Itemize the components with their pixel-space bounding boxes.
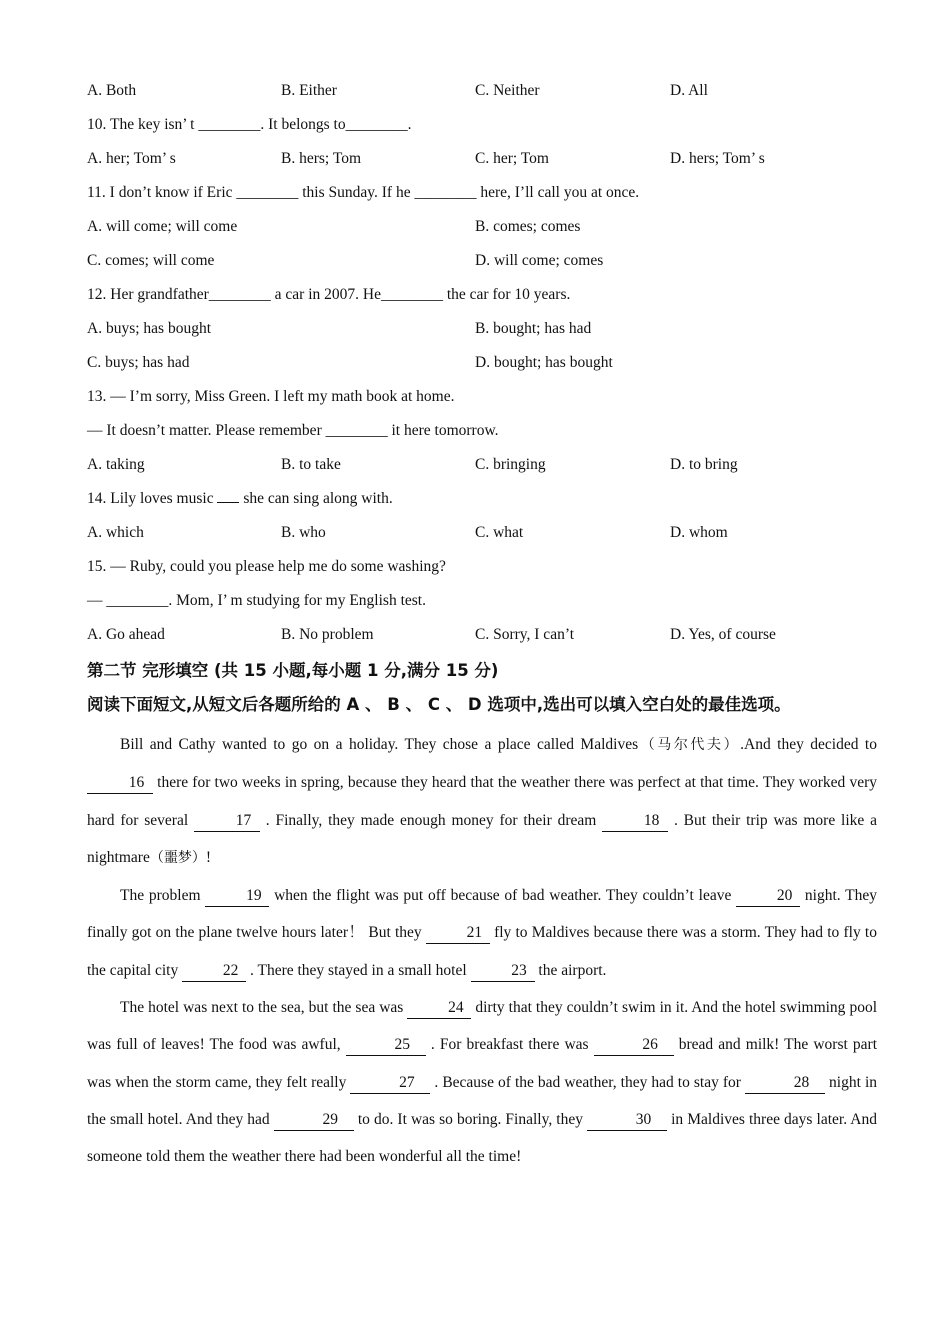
q14-options	[87, 520, 877, 554]
q14-option-d[interactable]: D. whom	[670, 524, 728, 541]
q12-option-c[interactable]: C. buys; has had	[87, 354, 190, 371]
blank-24[interactable]: 24	[407, 998, 471, 1019]
q9-option-d[interactable]: D. All	[670, 82, 708, 99]
p1-text-e: . But their trip was more like a nightmare	[87, 811, 877, 866]
blank-16[interactable]: 16	[87, 773, 153, 794]
p1-cn-gloss-2: （噩梦）	[149, 849, 206, 866]
p2-text-f: the airport.	[534, 961, 607, 979]
blank-22[interactable]: 22	[182, 961, 246, 982]
p1-text-b: .And they decided to	[740, 736, 877, 753]
q13-stem: 13. — I’m sorry, Miss Green. I left my math book at home.	[87, 388, 455, 405]
q14-option-a[interactable]: A. which	[87, 524, 144, 541]
p3-text-a: The hotel was next to the sea, but the sea was	[120, 999, 408, 1017]
exam-page	[87, 78, 877, 1176]
q11-option-d[interactable]: D. will come; comes	[475, 252, 604, 269]
q14-blank[interactable]	[217, 502, 239, 503]
q11-option-b[interactable]: B. comes; comes	[475, 218, 581, 235]
q10-option-c[interactable]: C. her; Tom	[475, 150, 549, 167]
q10-option-b[interactable]: B. hers; Tom	[281, 150, 362, 167]
q11-options-row2	[87, 248, 877, 282]
blank-17[interactable]: 17	[194, 811, 260, 832]
blank-18[interactable]: 18	[602, 811, 668, 832]
p3-text-b: dirty that they couldn’t swim in it. And the hotel swimming pool was full of leaves! The food was awful,	[87, 999, 877, 1054]
q14-stem	[87, 486, 877, 520]
p2-text-a: The problem	[120, 887, 206, 905]
q11-option-c[interactable]: C. comes; will come	[87, 252, 215, 269]
passage-paragraph-3	[87, 989, 877, 1175]
q10-options	[87, 146, 877, 180]
q15-options	[87, 622, 877, 656]
q9-option-b[interactable]: B. Either	[281, 82, 337, 99]
blank-23[interactable]: 23	[471, 961, 535, 982]
p3-text-h: in Maldives three days later. And someone told them the weather there had been wonderful all the time!	[87, 1110, 878, 1166]
q15-option-b[interactable]: B. No problem	[281, 626, 374, 643]
q12-option-d[interactable]: D. bought; has bought	[475, 354, 613, 371]
p1-text-c: there for two weeks in spring, because they heard that the weather there was perfect at that time. They worked very hard for several	[87, 774, 877, 829]
q13-option-d[interactable]: D. to bring	[670, 456, 738, 473]
p3-text-g: to do. It was so boring. Finally, they	[353, 1110, 588, 1128]
q12-stem: 12. Her grandfather________ a car in 2007. He________ the car for 10 years.	[87, 286, 571, 303]
q13-options	[87, 452, 877, 486]
p2-text-e: . There they stayed in a small hotel	[246, 961, 471, 979]
p1-text-a: Bill and Cathy wanted to go on a holiday. They chose a place called Maldives	[120, 736, 639, 753]
q14-stem-pre: 14. Lily loves music	[87, 490, 218, 507]
p2-text-c: night. They finally got on the plane twelve hours later！ But they	[87, 887, 877, 942]
passage-paragraph-1	[87, 726, 877, 877]
blank-26[interactable]: 26	[594, 1035, 674, 1056]
q15-stem: 15. — Ruby, could you please help me do some washing?	[87, 558, 446, 575]
blank-27[interactable]: 27	[350, 1073, 430, 1094]
q13-stem-reply: — It doesn’t matter. Please remember ________ it here tomorrow.	[87, 422, 499, 439]
q12-options-row1	[87, 316, 877, 350]
q15-option-d[interactable]: D. Yes, of course	[670, 626, 776, 643]
p3-text-c: . For breakfast there was	[425, 1036, 594, 1054]
section2-title: 第二节 完形填空 (共 15 小题,每小题 1 分,满分 15 分)	[87, 661, 499, 680]
p1-text-d: . Finally, they made enough money for their dream	[259, 811, 603, 829]
q11-option-a[interactable]: A. will come; will come	[87, 218, 238, 235]
p3-text-e: . Because of the bad weather, they had to stay for	[430, 1073, 746, 1091]
q11-options-row1	[87, 214, 877, 248]
p2-text-d: fly to Maldives because there was a storm. They had to fly to the capital city	[87, 924, 877, 979]
p1-text-f: !	[205, 848, 212, 866]
q10-stem: 10. The key isn’ t ________. It belongs to________.	[87, 116, 412, 133]
q12-options-row2	[87, 350, 877, 384]
blank-28[interactable]: 28	[745, 1073, 825, 1094]
q15-option-a[interactable]: A. Go ahead	[87, 626, 165, 643]
q13-option-b[interactable]: B. to take	[281, 456, 341, 473]
q9-options	[87, 78, 877, 112]
q9-option-a[interactable]: A. Both	[87, 82, 137, 99]
q11-stem: 11. I don’t know if Eric ________ this Sunday. If he ________ here, I’ll call you at once.	[87, 184, 640, 201]
q14-option-c[interactable]: C. what	[475, 524, 524, 541]
blank-19[interactable]: 19	[205, 886, 269, 907]
q14-stem-post: she can sing along with.	[239, 490, 393, 507]
q12-option-b[interactable]: B. bought; has had	[475, 320, 592, 337]
q13-option-c[interactable]: C. bringing	[475, 456, 546, 473]
q9-option-c[interactable]: C. Neither	[475, 82, 540, 99]
q14-option-b[interactable]: B. who	[281, 524, 326, 541]
blank-29[interactable]: 29	[274, 1110, 354, 1131]
p3-text-d: bread and milk! The worst part was when the storm came, they felt really	[87, 1036, 878, 1091]
p3-text-f: night in the small hotel. And they had	[87, 1073, 878, 1128]
blank-20[interactable]: 20	[736, 886, 800, 907]
q15-option-c[interactable]: C. Sorry, I can’t	[475, 626, 575, 643]
q10-option-a[interactable]: A. her; Tom’ s	[87, 150, 176, 167]
passage-paragraph-2	[87, 877, 877, 989]
p1-cn-gloss-1: （马尔代夫）	[638, 737, 741, 753]
p2-text-b: when the flight was put off because of bad weather. They couldn’t leave	[269, 887, 737, 905]
q13-option-a[interactable]: A. taking	[87, 456, 145, 473]
blank-30[interactable]: 30	[587, 1110, 667, 1131]
section2-instruction: 阅读下面短文,从短文后各题所给的 A 、 B 、 C 、 D 选项中,选出可以填入空白处的最佳选项。	[87, 695, 791, 714]
blank-21[interactable]: 21	[426, 923, 490, 944]
blank-25[interactable]: 25	[346, 1035, 426, 1056]
q12-option-a[interactable]: A. buys; has bought	[87, 320, 211, 337]
q15-stem-reply: — ________. Mom, I’ m studying for my English test.	[87, 592, 426, 609]
q10-option-d[interactable]: D. hers; Tom’ s	[670, 150, 765, 167]
